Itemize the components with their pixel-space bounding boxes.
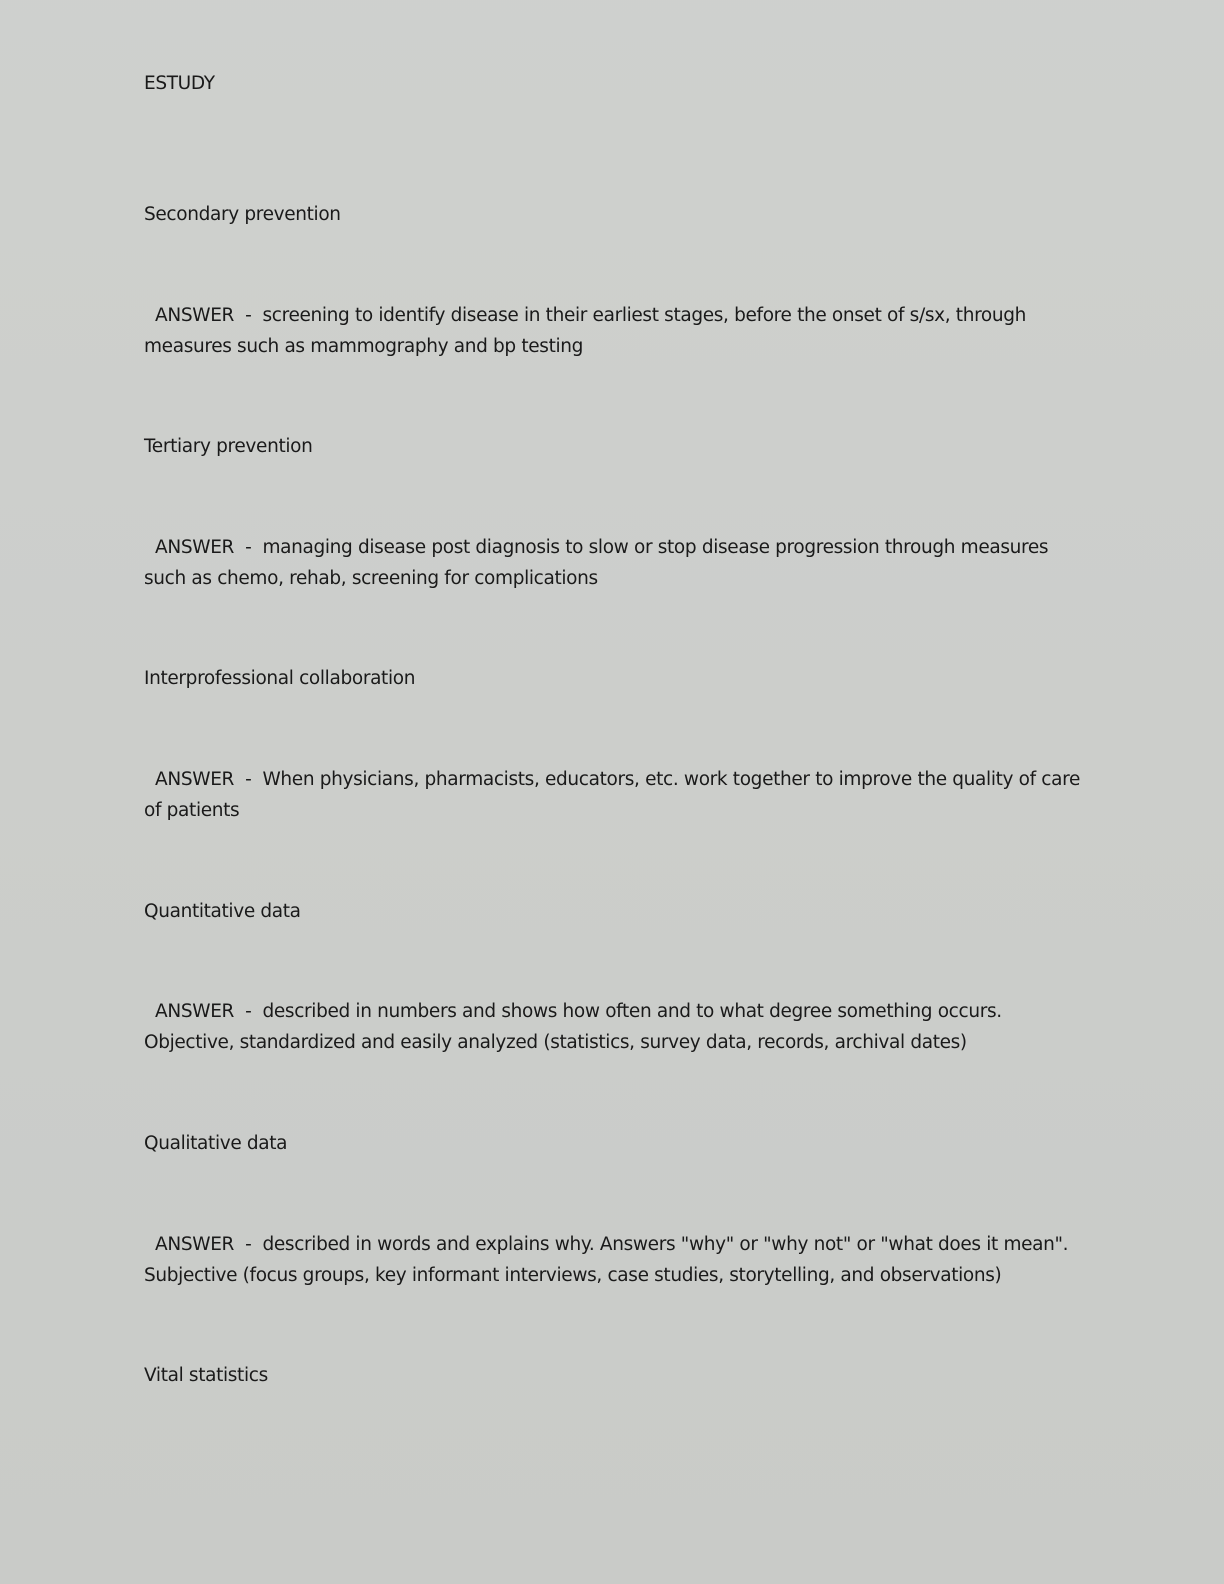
answer-text: When physicians, pharmacists, educators, etc. work together to improve the quality of care of patients [144,769,1080,821]
answer-label: ANSWER - [144,1001,263,1022]
term-qualitative-data: Qualitative data [144,1133,288,1154]
answer-label: ANSWER - [144,537,263,558]
document-title: ESTUDY [144,73,215,94]
term-interprofessional-collaboration: Interprofessional collaboration [144,668,416,689]
answer-text: described in words and explains why. Answers "why" or "why not" or "what does it mean". Subjective (focus groups, key informant interviews, case studies, storytelling, and observations) [144,1234,1069,1286]
term-secondary-prevention: Secondary prevention [144,204,341,225]
answer-qualitative-data [144,1229,1084,1291]
answer-text: managing disease post diagnosis to slow or stop disease progression through measures such as chemo, rehab, screening for complications [144,537,1049,589]
answer-tertiary-prevention [144,532,1084,594]
term-vital-statistics: Vital statistics [144,1365,268,1386]
term-tertiary-prevention: Tertiary prevention [144,436,313,457]
answer-text: described in numbers and shows how often and to what degree something occurs. Objective, standardized and easily analyzed (statistics, survey data, records, archival dates) [144,1001,1002,1053]
answer-text: screening to identify disease in their earliest stages, before the onset of s/sx, through measures such as mammography and bp testing [144,305,1027,357]
answer-label: ANSWER - [144,769,263,790]
answer-label: ANSWER - [144,305,263,326]
answer-interprofessional-collaboration [144,764,1084,826]
answer-quantitative-data [144,996,1084,1058]
term-quantitative-data: Quantitative data [144,901,301,922]
answer-label: ANSWER - [144,1234,263,1255]
answer-secondary-prevention [144,300,1084,362]
